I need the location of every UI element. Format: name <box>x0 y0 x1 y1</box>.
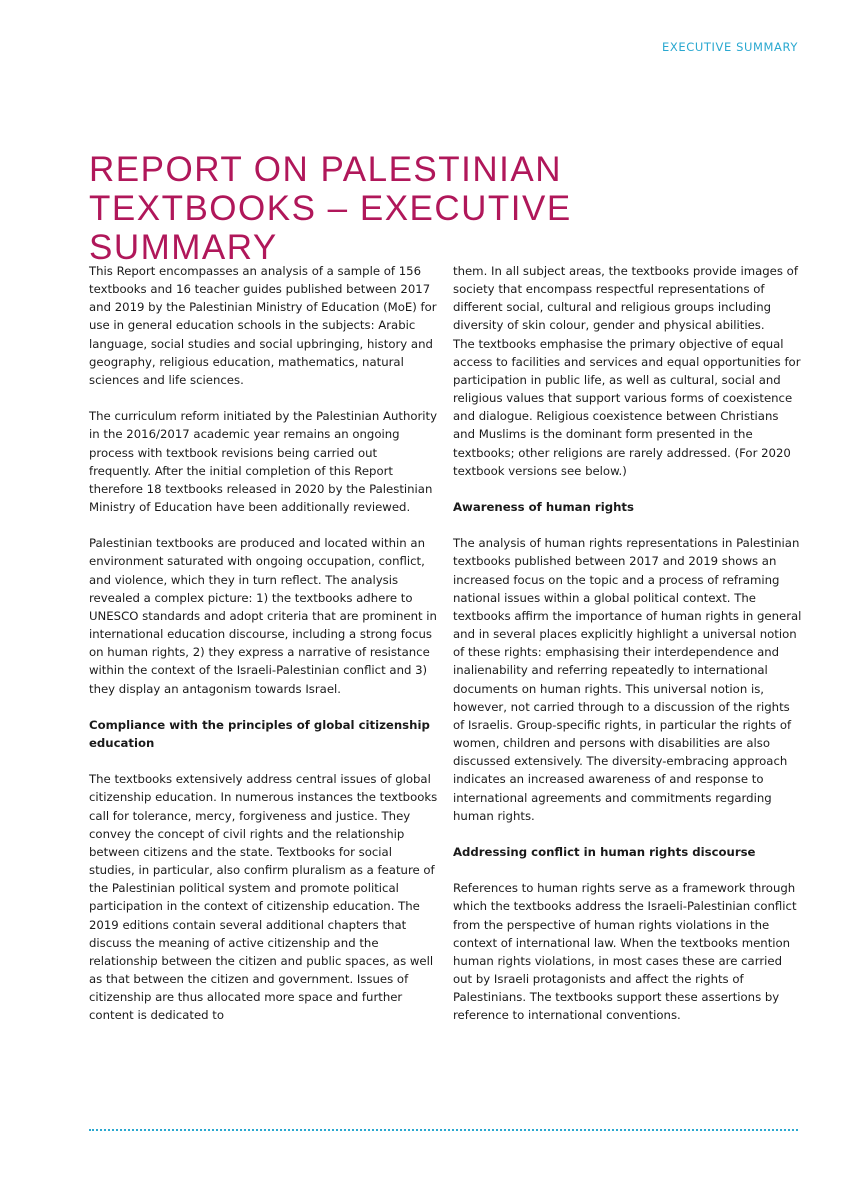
conflict-paragraph: References to human rights serve as a framework through which the textbooks address the Israeli-Palestinian conflict from the perspective of human rights violations in the context of international law. When the textbooks mention human rights violations, in most cases these are carried out by Israeli protagonists and affect the rights of Palestinians. The textbooks support these assertions by reference to international conventions. <box>453 881 797 1023</box>
intro-paragraph: This Report encompasses an analysis of a sample of 156 textbooks and 16 teacher guides published between 2017 and 2019 by the Palestinian Ministry of Education (MoE) for use in general education schools in the subjects: Arabic language, social studies and social upbringing, history and geography, religious education, mathematics, natural sciences and life sciences. <box>89 264 437 387</box>
conflict-heading: Addressing conflict in human rights discourse <box>453 844 756 859</box>
citizenship-heading: Compliance with the principles of global citizenship education <box>89 717 430 751</box>
section-label: EXECUTIVE SUMMARY <box>662 40 798 54</box>
curriculum-reform-paragraph: The curriculum reform initiated by the Palestinian Authority in the 2016/2017 academic year remains an ongoing process with textbook revisions being carried out frequently. After the initial completion of this Report therefore 18 textbooks released in 2020 by the Palestinian Ministry of Education have been additionally reviewed. <box>89 409 438 515</box>
page-title: REPORT ON PALESTINIAN TEXTBOOKS – EXECUTIVE SUMMARY <box>89 150 572 267</box>
equal-access-paragraph: The textbooks emphasise the primary objective of equal access to facilities and services and equal opportunities for participation in public life, as well as cultural, social and religious values that support various forms of coexistence and dialogue. Religious coexistence between Christians and Muslims is the dominant form presented in the textbooks; other religions are rarely addressed. (For 2020 textbook versions see below.) <box>453 336 801 478</box>
right-column <box>453 262 803 1043</box>
human-rights-paragraph: The analysis of human rights representations in Palestinian textbooks published between 2017 and 2019 shows an increased focus on the topic and a process of reframing national issues within a global political context. The textbooks affirm the importance of human rights in general and in several places explicitly highlight a universal notion of these rights: emphasising their interdependence and inalienability and referring repeatedly to international documents on human rights. This universal notion is, however, not carried through to a discussion of the rights of Israelis. Group-specific rights, in particular the rights of women, children and persons with disabilities are also discussed extensively. The diversity-embracing approach indicates an increased awareness of and response to international agreements and commitments regarding human rights. <box>453 536 802 823</box>
society-paragraph: them. In all subject areas, the textbooks provide images of society that encompass respectful representations of different social, cultural and religious groups including diversity of skin colour, gender and physical abilities. <box>453 264 798 333</box>
context-paragraph: Palestinian textbooks are produced and located within an environment saturated with ongoing occupation, conflict, and violence, which they in turn reflect. The analysis revealed a complex picture: 1) the textbooks adhere to UNESCO standards and adopt criteria that are prominent in international education discourse, including a strong focus on human rights, 2) they express a narrative of resistance within the context of the Israeli-Palestinian conflict and 3) they display an antagonism towards Israel. <box>89 536 437 696</box>
footer-dotted-rule <box>89 1129 798 1131</box>
left-column <box>89 262 439 1043</box>
human-rights-heading: Awareness of human rights <box>453 500 634 515</box>
citizenship-paragraph: The textbooks extensively address central issues of global citizenship education. In numerous instances the textbooks call for tolerance, mercy, forgiveness and justice. They convey the concept of civil rights and the relationship between citizens and the state. Textbooks for social studies, in particular, also confirm pluralism as a feature of the Palestinian political system and promote political participation in the context of citizenship education. The 2019 editions contain several additional chapters that discuss the meaning of active citizenship and the relationship between the citizen and public spaces, as well as that between the citizen and government. Issues of citizenship are thus allocated more space and further content is dedicated to <box>89 772 438 1023</box>
